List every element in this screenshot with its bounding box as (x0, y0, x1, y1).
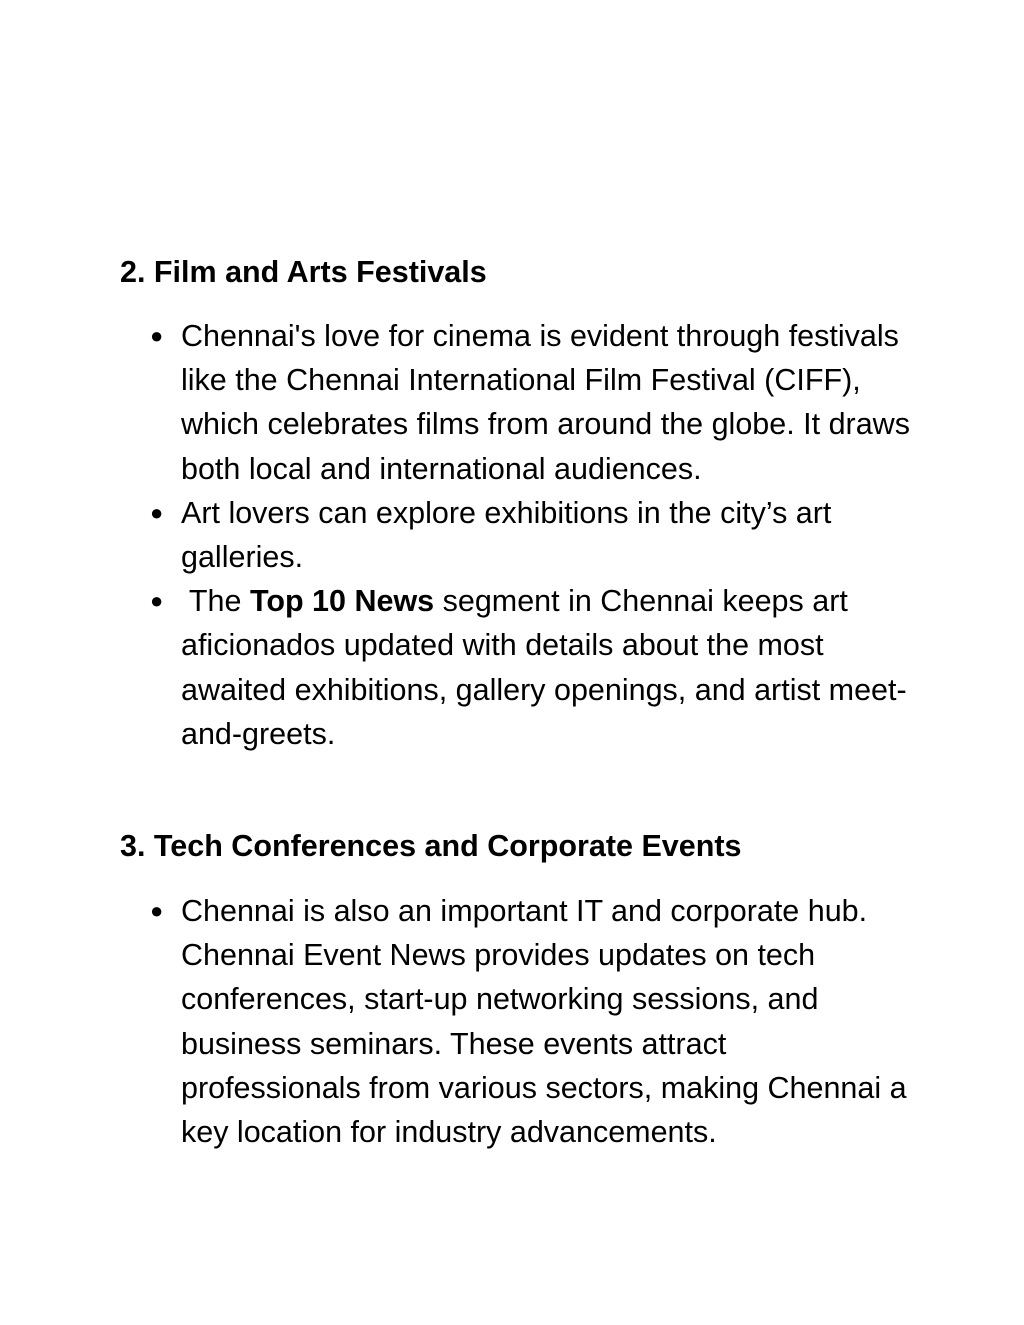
bullet-text-pre: The (181, 584, 250, 619)
section-heading-tech-corporate: 3. Tech Conferences and Corporate Events (120, 829, 742, 863)
bullet-text-bold: Top 10 News (249, 584, 435, 619)
bullet-list-tech-corporate (150, 889, 910, 1154)
list-item (150, 889, 910, 1154)
section-heading-film-arts: 2. Film and Arts Festivals (120, 255, 487, 289)
bullet-text: Chennai's love for cinema is evident through festivals like the Chennai International Film Festival (CIFF), which celebrates films from around the globe. It draws both local and international audiences. (181, 319, 910, 486)
bullet-text-post: segment in Chennai keeps art aficionados updated with details about the most awaited exhibitions, gallery openings, and artist meet-and-greets. (181, 584, 907, 751)
bullet-text: Art lovers can explore exhibitions in the city’s art galleries. (181, 495, 832, 575)
bullet-icon: ● (150, 499, 164, 525)
list-item (150, 579, 910, 756)
bullet-text: Chennai is also an important IT and corporate hub. Chennai Event News provides updates on tech conferences, start-up networking sessions, and business seminars. These events attract professionals from various sectors, making Chennai a key location for industry advancements. (181, 894, 907, 1150)
bullet-icon: ● (150, 323, 164, 348)
bullet-icon: ● (150, 898, 164, 923)
list-item (150, 314, 910, 491)
bullet-icon: ● (150, 588, 164, 614)
bullet-list-film-arts (150, 314, 910, 756)
list-item (150, 491, 910, 579)
